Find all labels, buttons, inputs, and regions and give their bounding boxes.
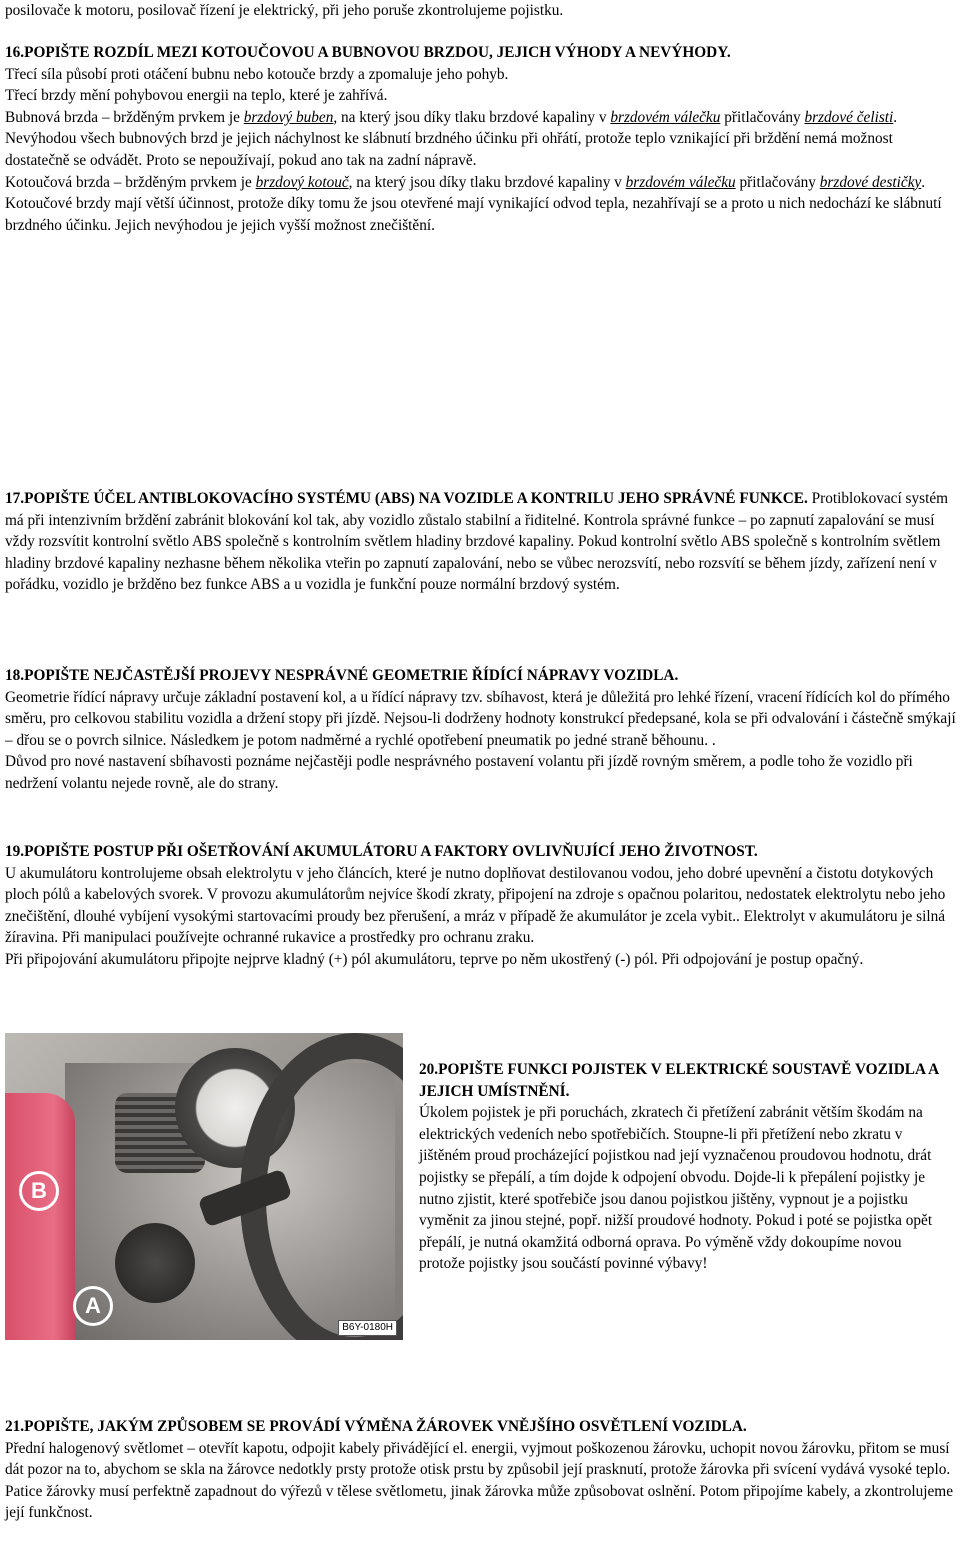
- link-brzdovy-kotouc[interactable]: brzdový kotouč: [255, 173, 349, 191]
- section-16: [5, 42, 957, 236]
- section-17-heading: 17.POPIŠTE ÚČEL ANTIBLOKOVACÍHO SYSTÉMU (ABS) NA VOZIDLE A KONTRILU JEHO SPRÁVNÉ FUNKCE.: [5, 490, 808, 507]
- section-21: [5, 1416, 957, 1524]
- section-21-heading: 21.POPIŠTE, JAKÝM ZPŮSOBEM SE PROVÁDÍ VÝMĚNA ŽÁROVEK VNĚJŠÍHO OSVĚTLENÍ VOZIDLA.: [5, 1418, 747, 1435]
- text: .: [921, 173, 926, 191]
- fuse-box-dashboard-image: [5, 1033, 403, 1340]
- section-19-heading: 19.POPIŠTE POSTUP PŘI OŠETŘOVÁNÍ AKUMULÁTORU A FAKTORY OVLIVŇUJÍCÍ JEHO ŽIVOTNOST.: [5, 843, 758, 860]
- link-brzdove-desticky[interactable]: brzdové destičky: [819, 173, 922, 191]
- section-16-p1: Třecí síla působí proti otáčení bubnu nebo kotouče brzdy a zpomaluje jeho pohyb.: [5, 65, 509, 83]
- link-brzdovem-valecku-2[interactable]: brzdovém válečku: [625, 173, 736, 191]
- link-brzdovem-valecku[interactable]: brzdovém válečku: [610, 108, 721, 126]
- image-code-label: B6Y-0180H: [338, 1320, 397, 1336]
- section-20-heading: 20.POPIŠTE FUNKCI POJISTEK V ELEKTRICKÉ SOUSTAVĚ VOZIDLA A JEJICH UMÍSTNĚNÍ.: [419, 1061, 939, 1100]
- section-19-p1: U akumulátoru kontrolujeme obsah elektrolytu v jeho článcích, které je nutno doplňovat destilovanou vodou, jeho dobré upevnění a čistotu dotykových ploch pólů a kabelových svorek. V provozu akumulátorům nejvíce škodí zkraty, připojení na zdroje s opačnou polaritou, nedostatek elektrolytu nebo jeho znečištění, dlouhé vybíjení vysokými startovacími proudy bez přerušení, a mráz v případě že akumulátor je zcela vybit.. Elektrolyt v akumulátoru je silná žíravina. Při manipulaci používejte ochranné rukavice a prostředky pro ochranu zraku.: [5, 864, 946, 947]
- section-19-p2: Při připojování akumulátoru připojte nejprve kladný (+) pól akumulátoru, teprve po něm ukostřený (-) pól. Při odpojování je postup opačný.: [5, 950, 864, 968]
- section-17: [5, 488, 957, 596]
- text: Bubnová brzda – bržděným prvkem je: [5, 108, 244, 126]
- text: , na který jsou díky tlaku brzdové kapaliny v: [333, 108, 611, 126]
- section-20-body: Úkolem pojistek je při poruchách, zkratech či přetížení zabránit větším škodám na elektrických vedeních nebo spotřebičích. Stoupne-li při přetížení nebo zkratu v jištěném proud procházející pojistkou nad její vyznačenou proudovou hodnotu, drát pojistky se přepálí, a tím dojde k odpojení obvodu. Dojde-li k přepálení pojistky je nutno zjistit, které spotřebiče jsou danou pojistkou jištěny, vypnout je a pojistku vyměnit za jinou stejné, popř. nižší proudové hodnoty. Pokud i poté se pojistka opět přepálí, je nutná okamžitá odborná oprava. Po výměně vždy dokoupíme novou protože pojistky jsou součástí povinné výbavy!: [419, 1104, 933, 1273]
- top-line: [5, 0, 957, 22]
- label-b-badge: B: [19, 1171, 59, 1211]
- link-brzdove-celisti[interactable]: brzdové čelisti: [804, 108, 894, 126]
- text: Kotoučová brzda – bržděným prvkem je: [5, 173, 256, 191]
- section-18-p1: Geometrie řídící nápravy určuje základní postavení kol, a u řídící nápravy tzv. sbíhavost, která je důležitá pro lehké řízení, vracení řídících kol do přímého směru, pro celkovou stabilitu vozidla a držení stopy při jízdě. Nejsou-li dodrženy hodnoty konstrukcí předepsané, kola se při odvalování i částečně smýkají – dřou se o povrch silnice. Následkem je potom nadměrné a rychlé opotřebení pneumatik po jedné straně běhounu. .: [5, 688, 956, 749]
- section-16-p5: Kotoučové brzdy mají větší účinnost, protože díky tomu že jsou otevřené mají vynikající odvod tepla, nezahřívají se a proto u nich nedochází ke slábnutí brzdného účinku. Jejich nevýhodou je jejich vyšší možnost znečištění.: [5, 195, 942, 234]
- section-16-heading: 16.POPIŠTE ROZDÍL MEZI KOTOUČOVOU A BUBNOVOU BRZDOU, JEJICH VÝHODY A NEVÝHODY.: [5, 44, 731, 61]
- top-line-text: posilovače k motoru, posilovač řízení je elektrický, při jeho poruše zkontrolujeme pojistku.: [5, 2, 564, 19]
- section-17-text: [5, 488, 957, 596]
- fuse-panel-highlight: [5, 1093, 75, 1340]
- section-16-p3: [5, 107, 957, 172]
- text: , na který jsou díky tlaku brzdové kapaliny v: [348, 173, 626, 191]
- link-brzdovy-buben[interactable]: brzdový buben: [243, 108, 334, 126]
- section-18-p2: Důvod pro nové nastavení sbíhavosti poznáme nejčastěji podle nesprávného postavení volantu při jízdě rovným směrem, a podle toho že vozidlo při nedržení volantu nejede rovně, ale do strany.: [5, 753, 913, 792]
- section-16-p2: Třecí brzdy mění pohybovou energii na teplo, které je zahřívá.: [5, 87, 388, 105]
- section-18-heading: 18.POPIŠTE NEJČASTĚJŠÍ PROJEVY NESPRÁVNÉ GEOMETRIE ŘÍDÍCÍ NÁPRAVY VOZIDLA.: [5, 667, 679, 684]
- light-switch-knob-shape: [115, 1223, 195, 1303]
- text: přitlačovány: [720, 108, 805, 126]
- text: . Nevýhodou všech bubnových brzd je jejich náchylnost ke slábnutí brzdného účinku při ohřátí, protože teplo vznikající při brždění nemá možnost dostatečně se odvádět. Proto se nepoužívají, pokud ano tak na zadní nápravě.: [5, 108, 898, 169]
- section-20: [419, 1059, 949, 1275]
- section-21-body: Přední halogenový světlomet – otevřít kapotu, odpojit kabely přivádějící el. energii, vyjmout poškozenou žárovku, uchopit novou žárovku, přitom se musí dát pozor na to, abychom se skla na žárovce nedotkly prsty protože otisk prstu by způsobil její prasknutí, protože žárovka při svícení vydává vysoké teplo. Patice žárovky musí perfektně zapadnout do výřezů v tělese světlometu, jinak žárovka může způsobovat oslnění. Potom připojíme kabely, a zkontrolujeme její funkčnost.: [5, 1439, 953, 1522]
- text: přitlačovány: [735, 173, 820, 191]
- section-16-p4: [5, 172, 957, 194]
- section-19: [5, 841, 957, 971]
- section-18: [5, 665, 957, 795]
- label-a-badge: A: [73, 1286, 113, 1326]
- section-17-body: Protiblokovací systém má při intenzivním brždění zabránit blokování kol tak, aby vozidlo zůstalo stabilní a řiditelné. Kontrola správné funkce – po zapnutí zapalování se musí vždy rozsvítit kontrolní světlo ABS společně s kontrolním světlem hladiny brzdové kapaliny. Pokud kontrolní světlo ABS společně s kontrolním světlem hladiny brzdové kapaliny nezhasne během několika vteřin po zapnutí zapalování, nebo se vůbec nerozsvítí, nebo rozsvítí se během jízdy, zařízení není v pořádku, vozidlo je bržděno bez funkce ABS a u vozidla je funkční pouze normální brzdový systém.: [5, 490, 949, 594]
